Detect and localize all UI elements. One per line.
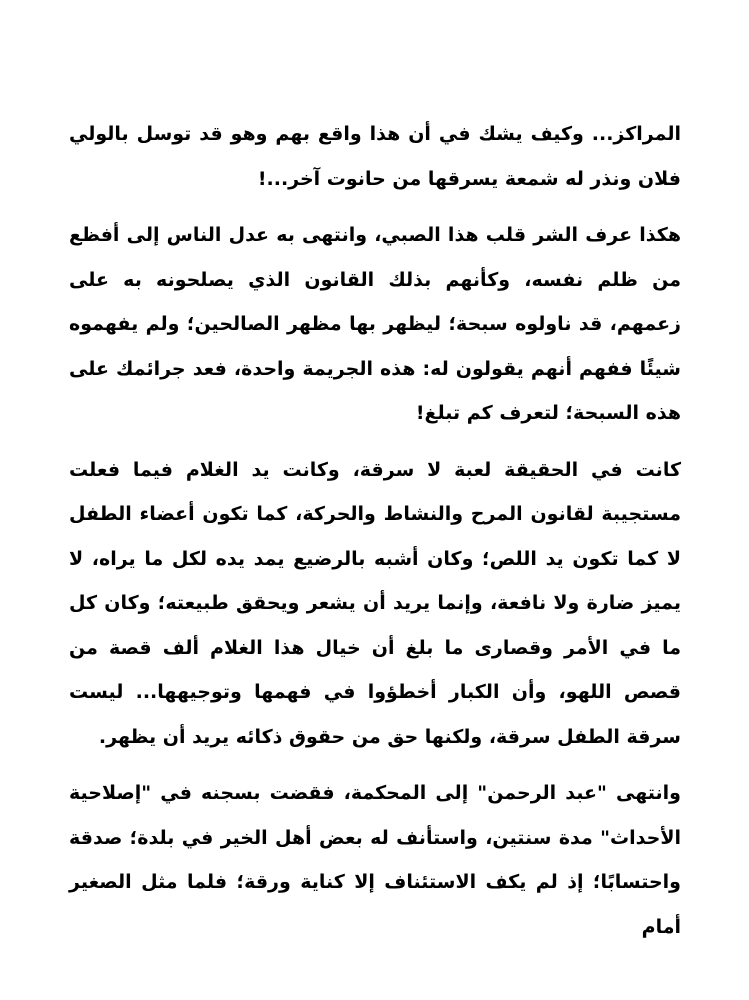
paragraph-1: المراكز... وكيف يشك في أن هذا واقع بهم وهو قد توسل بالولي فلان ونذر له شمعة يسرقها من حانوت آخر...! — [69, 123, 681, 190]
paragraph-3: كانت في الحقيقة لعبة لا سرقة، وكانت يد الغلام فيما فعلت مستجيبة لقانون المرح والنشاط والحركة، كما تكون أعضاء الطفل لا كما تكون يد اللص؛ وكان أشبه بالرضيع يمد يده لكل ما يراه، لا يميز ضارة ولا نافعة، وإنما يريد أن يشعر ويحقق طبيعته؛ وكان كل ما في الأمر وقصارى ما بلغ أن خيال هذا الغلام ألف قصة من قصص اللهو، وأن الكبار أخطؤوا في فهمها وتوجيهها... ليست سرقة الطفل سرقة، ولكنها حق من حقوق ذكائه يريد أن يظهر. — [69, 458, 681, 748]
paragraph-4: وانتهى "عبد الرحمن" إلى المحكمة، فقضت بسجنه في "إصلاحية الأحداث" مدة سنتين، واستأنف له بعض أهل الخير في بلدة؛ صدقة واحتسابًا؛ إذ لم يكف الاستئناف إلا كناية ورقة؛ فلما مثل الصغير أمام — [69, 782, 681, 938]
document-page — [69, 112, 681, 961]
paragraph-2: هكذا عرف الشر قلب هذا الصبي، وانتهى به عدل الناس إلى أفظع من ظلم نفسه، وكأنهم بذلك القانون الذي يصلحونه به على زعمهم، قد ناولوه سبحة؛ ليظهر بها مظهر الصالحين؛ ولم يفهموه شيئًا ففهم أنهم يقولون له: هذه الجريمة واحدة، فعد جرائمك على هذه السبحة؛ لتعرف كم تبلغ! — [69, 224, 681, 424]
